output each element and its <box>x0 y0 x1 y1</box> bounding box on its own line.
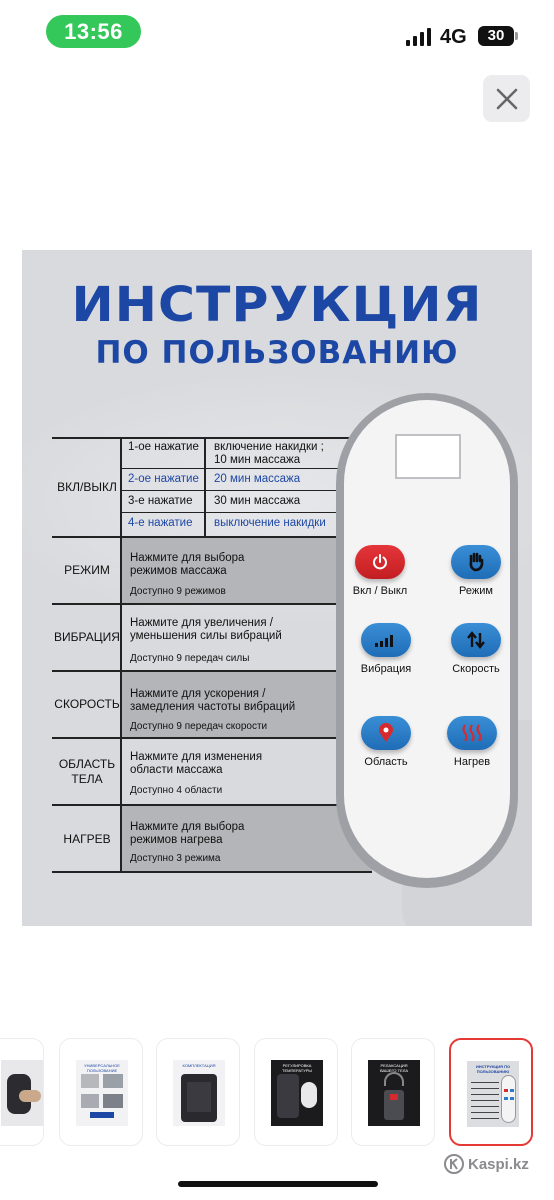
row-desc: режимов массажа <box>130 565 227 577</box>
thumbnail-2[interactable] <box>59 1038 143 1146</box>
remote-mode-button <box>451 545 501 579</box>
press-1: 1-ое нажатие <box>128 441 199 453</box>
row-desc: Нажмите для увеличения / <box>130 617 273 629</box>
remote-speed-button <box>451 623 501 657</box>
row-avail: Доступно 3 режима <box>130 853 221 864</box>
heat-waves-icon <box>461 723 483 743</box>
row-desc: Нажмите для ускорения / <box>130 688 266 700</box>
press-2: 2-ое нажатие <box>128 473 199 485</box>
row-desc: Нажмите для выбора <box>130 552 245 564</box>
kaspi-watermark <box>444 1154 529 1174</box>
thumbnail-image <box>467 1061 519 1127</box>
network-type: 4G <box>440 26 467 48</box>
remote-label-mode: Режим <box>459 585 493 597</box>
thumbnail-caption: РЕГУЛИРОВКА ТЕМПЕРАТУРЫ <box>282 1063 312 1073</box>
table-divider <box>120 536 122 873</box>
thumbnail-strip <box>0 1038 554 1146</box>
remote-label-heat: Нагрев <box>453 756 491 768</box>
thumbnail-3[interactable] <box>156 1038 240 1146</box>
action-3: 30 мин массажа <box>214 495 301 507</box>
remote-area-button <box>361 716 411 750</box>
table-divider <box>52 871 372 873</box>
action-1: включение накидки ; <box>214 441 324 453</box>
thumbnail-caption: ИНСТРУКЦИЯ ПО ПОЛЬЗОВАНИЮ <box>475 1064 511 1074</box>
thumbnail-caption: РЕЛАКСАЦИЯ ВАШЕГО ТЕЛА <box>379 1063 409 1073</box>
row-desc: области массажа <box>130 764 223 776</box>
row-label-power: ВКЛ/ВЫКЛ <box>57 480 117 494</box>
close-icon <box>496 88 518 110</box>
remote-control <box>336 393 518 888</box>
remote-label-power: Вкл / Выкл <box>352 585 408 597</box>
instruction-subtitle: ПО ПОЛЬЗОВАНИЮ <box>95 335 459 371</box>
thumbnail-caption: УНИВЕРСАЛЬНОЕ ПОЛЬЗОВАНИЕ <box>84 1063 120 1073</box>
row-avail: Доступно 9 режимов <box>130 586 226 597</box>
up-down-arrows-icon <box>466 631 486 649</box>
remote-vibration-button <box>361 623 411 657</box>
row-desc: замедления частоты вибраций <box>130 701 296 713</box>
instruction-title: ИНСТРУКЦИЯ <box>71 277 483 333</box>
row-label-mode: РЕЖИМ <box>64 563 110 577</box>
row-avail: Доступно 9 передач скорости <box>130 721 268 732</box>
press-4: 4-е нажатие <box>128 517 193 529</box>
hand-icon <box>467 552 485 572</box>
row-desc: режимов нагрева <box>130 834 223 846</box>
table-divider <box>52 737 372 739</box>
table-divider <box>120 437 122 537</box>
thumbnail-5[interactable] <box>351 1038 435 1146</box>
remote-display <box>395 434 461 479</box>
row-label-heat: НАГРЕВ <box>63 832 111 846</box>
row-desc: Нажмите для изменения <box>130 751 263 763</box>
power-icon <box>371 553 389 571</box>
product-image[interactable] <box>22 250 532 926</box>
row-label-area-2: ТЕЛА <box>71 772 103 786</box>
close-button[interactable] <box>483 75 530 122</box>
kaspi-logo-icon <box>444 1154 464 1174</box>
table-divider <box>120 512 372 513</box>
thumbnail-image <box>271 1060 323 1126</box>
thumbnail-4[interactable] <box>254 1038 338 1146</box>
status-bar <box>0 0 554 64</box>
remote-heat-button <box>447 716 497 750</box>
thumbnail-image <box>368 1060 420 1126</box>
cellular-signal-icon <box>406 28 432 46</box>
remote-body <box>344 400 510 878</box>
row-desc: уменьшения силы вибраций <box>130 630 282 642</box>
row-label-vibration: ВИБРАЦИЯ <box>54 630 120 644</box>
battery-icon: 30 <box>478 26 514 46</box>
watermark-text: Kaspi.kz <box>468 1155 529 1173</box>
thumbnail-image <box>1 1060 44 1126</box>
table-divider <box>204 437 206 537</box>
row-label-speed: СКОРОСТЬ <box>54 697 120 711</box>
row-avail: Доступно 9 передач силы <box>130 653 250 664</box>
signal-bars-icon <box>375 633 397 647</box>
home-indicator <box>178 1181 378 1187</box>
row-label-area: ОБЛАСТЬ <box>58 757 116 771</box>
table-divider <box>52 603 372 605</box>
action-2: 20 мин массажа <box>214 473 301 485</box>
row-desc: Нажмите для выбора <box>130 821 245 833</box>
table-divider <box>120 468 372 469</box>
thumbnail-image <box>76 1060 128 1126</box>
remote-label-vibration: Вибрация <box>360 663 412 675</box>
location-pin-icon <box>378 723 394 743</box>
action-4: выключение накидки <box>214 517 326 529</box>
status-time: 13:56 <box>46 15 141 48</box>
remote-label-speed: Скорость <box>452 663 500 675</box>
action-1b: 10 мин массажа <box>214 454 301 466</box>
row-avail: Доступно 4 области <box>130 785 223 796</box>
thumbnail-image <box>173 1060 225 1126</box>
press-3: 3-е нажатие <box>128 495 193 507</box>
remote-label-area: Область <box>364 756 408 768</box>
thumbnail-6-active[interactable] <box>449 1038 533 1146</box>
table-divider <box>52 437 372 439</box>
remote-power-button <box>355 545 405 579</box>
thumbnail-caption: КОМПЛЕКТАЦИЯ <box>182 1063 216 1068</box>
table-divider <box>120 490 372 491</box>
thumbnail-1[interactable] <box>0 1038 44 1146</box>
